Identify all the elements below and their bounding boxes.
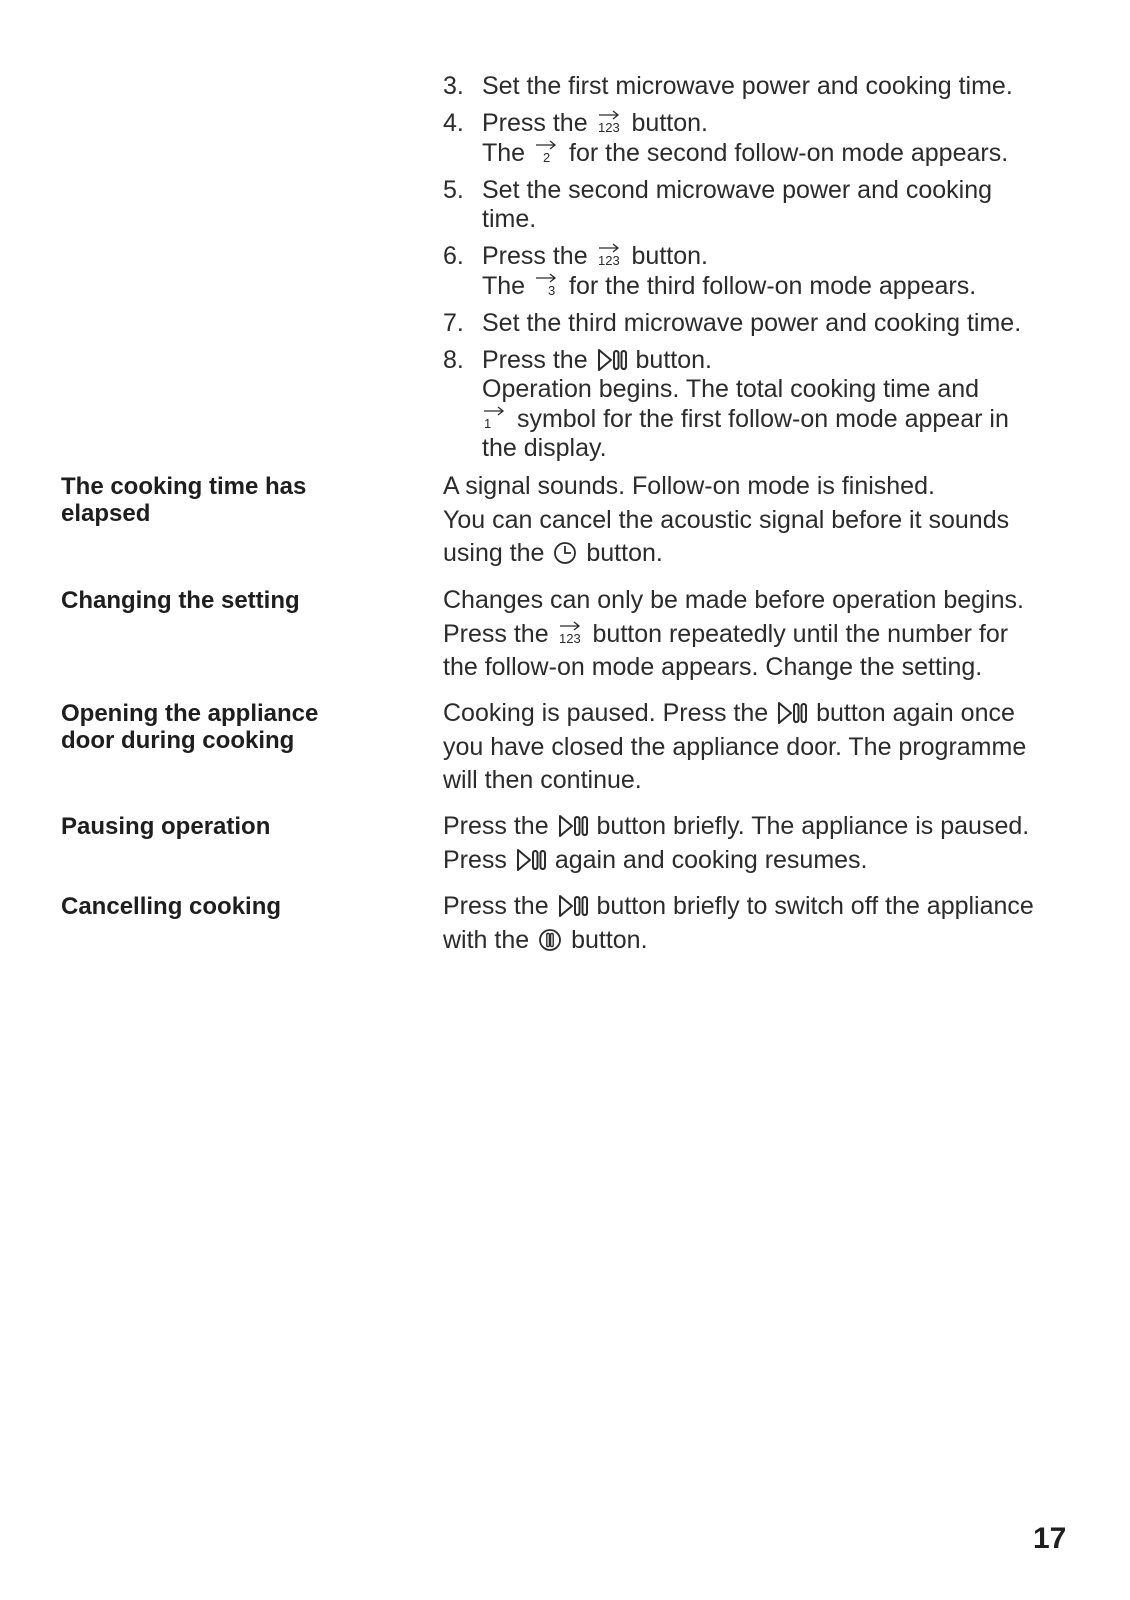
sequence-button-icon [558,620,584,646]
body-text: Cooking is paused. Press the [443,699,769,727]
heading-line: Pausing operation [61,813,271,840]
follow-on-mode-1-icon [482,405,508,431]
step-text: for the second follow-on mode appears. [569,138,1009,167]
sequence-button-icon [597,242,623,268]
step-text: Set the second microwave power and cooking [482,175,993,204]
heading-line: Cancelling cooking [61,893,282,920]
step-4 [443,109,1083,168]
body-text: Changes can only be made before operation begins. [443,586,1024,614]
section-body-cancelling [443,890,1093,957]
step-text: Press the [482,242,588,270]
section-body-changing-setting [443,584,1093,685]
step-text: Set the first microwave power and cooking time. [482,72,1013,100]
start-stop-icon [777,701,807,725]
start-stop-icon [597,348,627,372]
body-text: you have closed the appliance door. The programme [443,732,1027,761]
mode-digit: 2 [543,149,551,165]
step-text: Set the third microwave power and cooking time. [482,308,1022,337]
step-text: time. [482,205,537,233]
section-body-opening-door [443,697,1093,798]
follow-on-mode-3-icon [534,272,560,298]
step-text: for the third follow-on mode appears. [569,271,977,300]
body-text: the follow-on mode appears. Change the setting. [443,653,983,681]
body-text: button repeatedly until the number for [592,619,1009,648]
body-text: using the [443,539,545,567]
body-text: Press the [443,892,549,920]
body-text: A signal sounds. Follow-on mode is finished. [443,472,935,500]
step-number: 8. [443,345,464,374]
step-text: button. [635,345,712,374]
heading-line: Changing the setting [61,587,300,614]
step-number: 3. [443,72,464,100]
step-text: The [482,271,526,300]
step-text: button. [631,242,708,270]
section-heading-pausing [61,813,421,840]
mode-digit: 1 [484,415,492,431]
body-text: Press the [443,812,549,840]
body-text: button. [571,925,648,954]
sequence-label: 123 [597,120,620,135]
step-number: 7. [443,308,464,337]
page-number: 17 [1033,1522,1067,1555]
step-text: Press the [482,109,588,137]
power-icon [538,928,562,952]
start-stop-icon [558,894,588,918]
section-heading-time-elapsed [61,473,421,527]
step-number: 5. [443,175,464,204]
sequence-label: 123 [558,630,581,646]
body-text: button again once [816,699,1015,727]
start-stop-icon [516,848,546,872]
step-text: button. [631,109,708,137]
body-text: button briefly to switch off the appliance [596,892,1034,920]
heading-line: The cooking time has [61,473,307,500]
body-text: Press [443,845,507,874]
body-text: You can cancel the acoustic signal before it sounds [443,505,1010,534]
follow-on-mode-2-icon [534,139,560,165]
step-5 [443,176,1083,235]
section-body-time-elapsed [443,470,1093,571]
step-6 [443,242,1083,301]
step-text: Press the [482,345,588,374]
section-heading-opening-door [61,700,421,754]
body-text: again and cooking resumes. [554,845,868,874]
step-7 [443,309,1083,339]
sequence-label: 123 [597,253,620,268]
heading-line: Opening the appliance [61,700,319,727]
mode-digit: 3 [548,282,556,298]
section-body-pausing [443,810,1093,877]
body-text: will then continue. [443,766,642,794]
body-text: Press the [443,619,549,648]
body-text: with the [443,925,530,954]
instruction-steps [443,72,1083,471]
heading-line: door during cooking [61,727,295,754]
section-heading-changing-setting [61,587,421,614]
start-stop-icon [558,814,588,838]
step-text: symbol for the first follow-on mode appear in [516,404,1009,433]
step-8 [443,346,1083,464]
body-text: button. [586,539,663,567]
sequence-button-icon [597,109,623,135]
step-3 [443,72,1083,102]
step-number: 6. [443,242,464,270]
step-text: The [482,138,526,167]
body-text: button briefly. The appliance is paused. [596,812,1030,840]
heading-line: elapsed [61,500,151,527]
step-text: the display. [482,434,607,462]
step-number: 4. [443,109,464,137]
step-text: Operation begins. The total cooking time and [482,375,980,403]
clock-icon [553,541,577,565]
section-heading-cancelling [61,893,421,920]
